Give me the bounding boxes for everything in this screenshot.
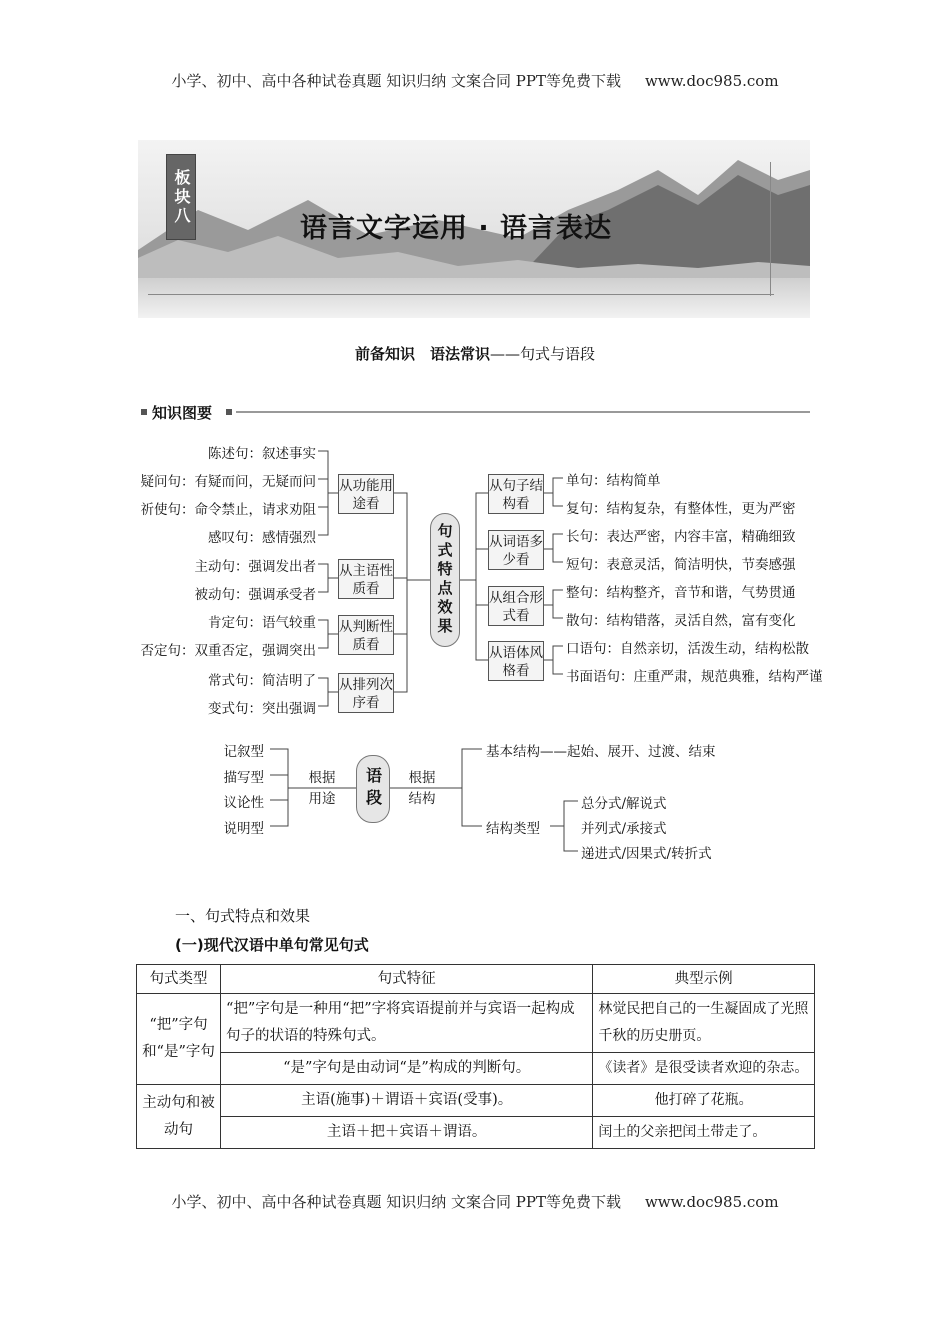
map-left-item: 感叹句：感情强烈 — [208, 530, 316, 546]
map-left-item: 常式句：简洁明了 — [208, 673, 316, 689]
map-right-item: 整句：结构整齐，音节和谐，气势贯通 — [566, 585, 796, 601]
map-right-item: 长句：表达严密，内容丰富，精确细致 — [566, 529, 796, 545]
subtitle-bold: 前备知识 语法常识 — [354, 345, 490, 363]
para-left-item: 记叙型 — [223, 744, 264, 760]
map-left-item: 祈使句：命令禁止，请求劝阻 — [140, 502, 316, 518]
table-cell-feature: 主语(施事)＋谓语＋宾语(受事)。 — [220, 1085, 592, 1117]
para-use-label: 根据用途 — [308, 770, 336, 807]
para-struct-label: 根据结构 — [408, 770, 436, 807]
map-right-item: 口语句：自然亲切，活泼生动，结构松散 — [566, 641, 809, 657]
map-left-box: 从功能用途看 — [338, 474, 394, 514]
map-right-item: 单句：结构简单 — [566, 473, 661, 489]
map-left-item: 陈述句：叙述事实 — [208, 446, 316, 462]
table-cell-type: 主动句和被动句 — [137, 1085, 221, 1149]
table-row — [137, 1053, 815, 1085]
footer-site[interactable]: www.doc985.com — [644, 1193, 779, 1211]
para-center: 语段 — [356, 755, 390, 823]
map-right-box: 从句子结构看 — [488, 474, 544, 514]
table-cell-feature: “把”字句是一种用“把”字将宾语提前并与宾语一起构成句子的状语的特殊句式。 — [220, 994, 592, 1053]
map-left-box: 从排列次序看 — [338, 673, 394, 713]
para-left-item: 说明型 — [223, 821, 264, 837]
para-type-item: 递进式/因果式/转折式 — [581, 846, 712, 862]
table-row — [137, 994, 815, 1053]
table-header: 句式特征 — [220, 965, 592, 994]
map-left-item: 主动句：强调发出者 — [194, 559, 316, 575]
table-cell-example: 闰土的父亲把闰土带走了。 — [593, 1117, 815, 1149]
table-cell-feature: “是”字句是由动词“是”构成的判断句。 — [220, 1053, 592, 1085]
map-left-item: 疑问句：有疑而问，无疑而问 — [140, 474, 316, 490]
header-site[interactable]: www.doc985.com — [644, 72, 779, 90]
map-left-item: 否定句：双重否定，强调突出 — [140, 643, 316, 659]
subtitle-rest: ——句式与语段 — [490, 345, 596, 363]
map-center: 句式特点效果 — [430, 513, 460, 647]
map-right-box: 从语体风格看 — [488, 641, 544, 681]
section-tag: 板块八 — [166, 154, 196, 240]
table-header: 典型示例 — [593, 965, 815, 994]
map-right-item: 短句：表意灵活，简洁明快，节奏感强 — [566, 557, 796, 573]
para-left-item: 描写型 — [223, 770, 264, 786]
map-left-item: 肯定句：语气较重 — [208, 615, 316, 631]
map-left-item: 被动句：强调承受者 — [194, 587, 316, 603]
para-basic: 基本结构——起始、展开、过渡、结束 — [486, 744, 716, 760]
table-cell-example: 林觉民把自己的一生凝固成了光照千秋的历史册页。 — [593, 994, 815, 1053]
table-cell-type: “把”字句和“是”字句 — [137, 994, 221, 1085]
para-type-item: 并列式/承接式 — [581, 821, 667, 837]
map-right-item: 书面语句：庄重严肃，规范典雅，结构严谨 — [566, 669, 823, 685]
map-left-item: 变式句：突出强调 — [208, 701, 316, 717]
table-row — [137, 1117, 815, 1149]
para-left-item: 议论性 — [223, 795, 264, 811]
table-cell-feature: 主语＋把＋宾语＋谓语。 — [220, 1117, 592, 1149]
table-cell-example: 他打碎了花瓶。 — [593, 1085, 815, 1117]
map-left-box: 从判断性质看 — [338, 615, 394, 655]
page-footer — [0, 1191, 950, 1212]
map-right-item: 散句：结构错落，灵活自然，富有变化 — [566, 613, 796, 629]
map-left-box: 从主语性质看 — [338, 559, 394, 599]
table-cell-example: 《读者》是很受读者欢迎的杂志。 — [593, 1053, 815, 1085]
map-right-box: 从组合形式看 — [488, 586, 544, 626]
map-right-box: 从词语多少看 — [488, 530, 544, 570]
table-row — [137, 1085, 815, 1117]
table-header: 句式类型 — [137, 965, 221, 994]
sentence-pattern-table — [136, 964, 815, 1149]
section-heading: 一、句式特点和效果 — [175, 907, 311, 925]
section-subheading: (一)现代汉语中单句常见句式 — [175, 936, 369, 954]
header-text: 小学、初中、高中各种试卷真题 知识归纳 文案合同 PPT等免费下载 — [171, 72, 621, 90]
banner-title: 语言文字运用 · 语言表达 — [300, 213, 613, 244]
map-label: 知识图要 — [152, 404, 213, 422]
footer-text: 小学、初中、高中各种试卷真题 知识归纳 文案合同 PPT等免费下载 — [171, 1193, 621, 1211]
map-right-item: 复句：结构复杂，有整体性，更为严密 — [566, 501, 796, 517]
para-type-label: 结构类型 — [486, 821, 540, 837]
table-header-row — [137, 965, 815, 994]
para-type-item: 总分式/解说式 — [581, 796, 667, 812]
